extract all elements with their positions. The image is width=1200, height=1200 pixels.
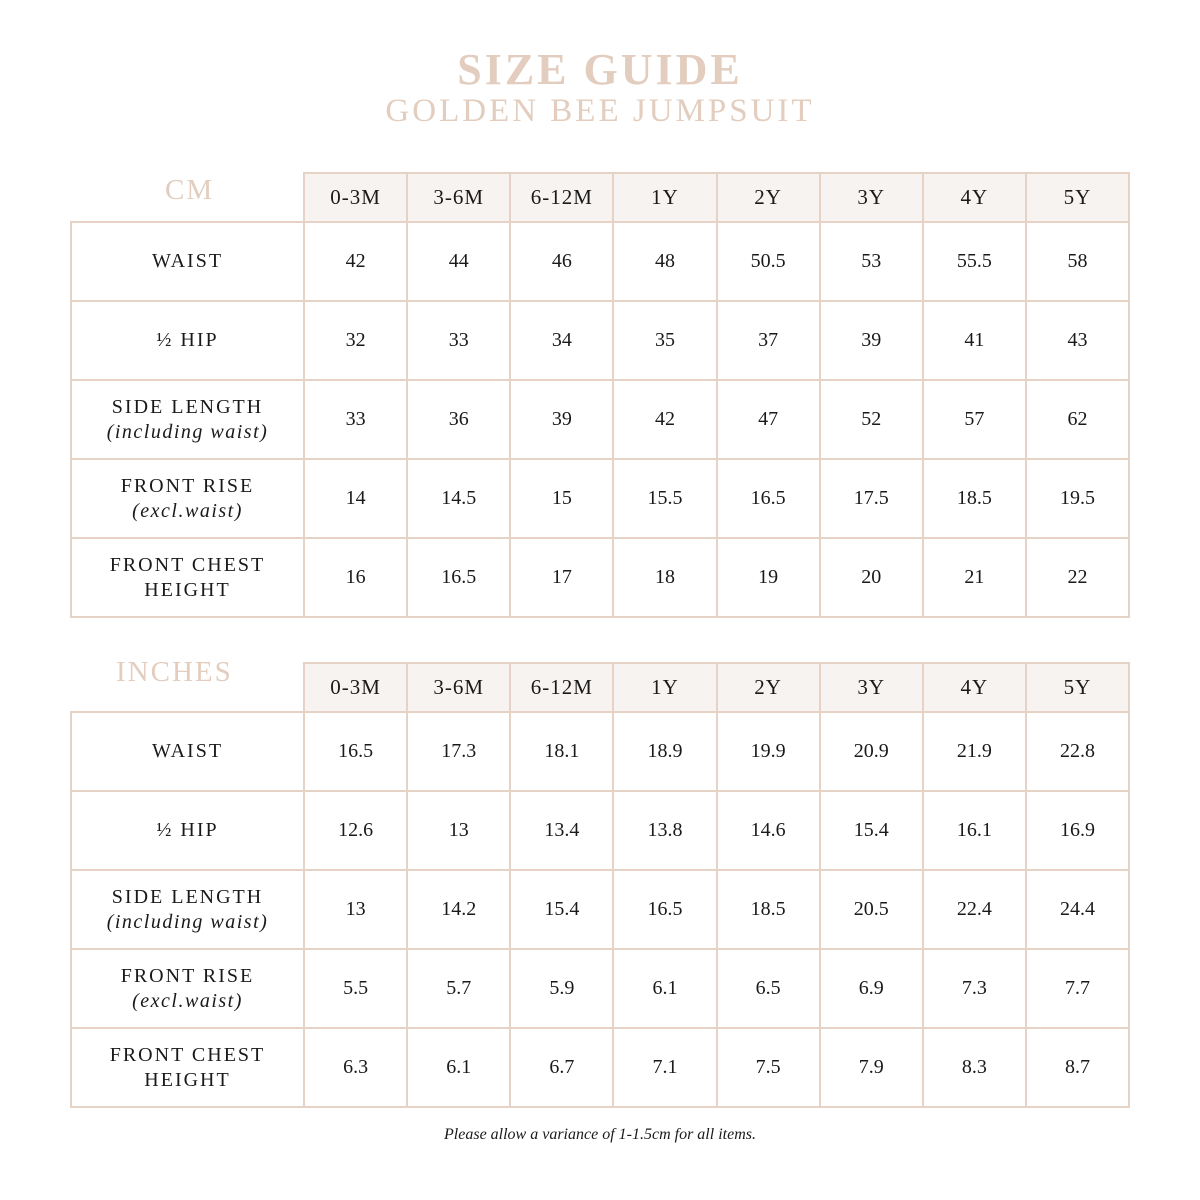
measurement-value: 34 [510, 301, 613, 380]
measurement-value: 20 [820, 538, 923, 617]
measurement-value: 19.5 [1026, 459, 1129, 538]
table-row [71, 791, 1129, 870]
measurement-name: WAIST [151, 250, 224, 272]
measurement-value: 13 [304, 870, 407, 949]
table-row [71, 380, 1129, 459]
table-row [71, 1028, 1129, 1107]
measurement-value: 7.1 [613, 1028, 716, 1107]
measurement-value: 7.7 [1026, 949, 1129, 1028]
size-column-header: 2Y [717, 173, 820, 222]
size-column-header: 5Y [1026, 173, 1129, 222]
measurement-value: 5.9 [510, 949, 613, 1028]
table-corner [71, 173, 304, 222]
measurement-value: 7.3 [923, 949, 1026, 1028]
table-row [71, 870, 1129, 949]
measurement-label [71, 1028, 304, 1107]
measurement-value: 5.7 [407, 949, 510, 1028]
measurement-value: 16.5 [304, 712, 407, 791]
measurement-label [71, 791, 304, 870]
measurement-value: 18.9 [613, 712, 716, 791]
measurement-value: 6.5 [717, 949, 820, 1028]
measurement-value: 16.9 [1026, 791, 1129, 870]
measurement-name: ½ HIP [156, 819, 219, 841]
measurement-value: 6.3 [304, 1028, 407, 1107]
measurement-value: 37 [717, 301, 820, 380]
measurement-value: 17.5 [820, 459, 923, 538]
measurement-value: 21.9 [923, 712, 1026, 791]
size-table-cm [70, 172, 1130, 618]
table-row [71, 949, 1129, 1028]
table-row [71, 538, 1129, 617]
size-column-header: 6-12M [510, 173, 613, 222]
unit-label-cm: CM [165, 174, 215, 206]
measurement-note: (excl.waist) [132, 499, 243, 522]
measurement-note: (including waist) [106, 910, 269, 933]
measurement-label [71, 222, 304, 301]
measurement-value: 48 [613, 222, 716, 301]
measurement-value: 14.6 [717, 791, 820, 870]
measurement-value: 36 [407, 380, 510, 459]
size-column-header: 2Y [717, 663, 820, 712]
table-row [71, 301, 1129, 380]
measurement-label [71, 380, 304, 459]
measurement-value: 13.4 [510, 791, 613, 870]
size-column-header: 0-3M [304, 173, 407, 222]
measurement-name: FRONT CHEST [109, 1043, 266, 1066]
measurement-label [71, 459, 304, 538]
measurement-name: ½ HIP [156, 329, 219, 351]
measurement-value: 57 [923, 380, 1026, 459]
size-column-header: 3-6M [407, 173, 510, 222]
table-row [71, 222, 1129, 301]
table-row [71, 712, 1129, 791]
measurement-value: 20.5 [820, 870, 923, 949]
measurement-value: 15.4 [510, 870, 613, 949]
measurement-value: 39 [820, 301, 923, 380]
measurement-value: 35 [613, 301, 716, 380]
measurement-value: 18.5 [923, 459, 1026, 538]
measurement-note: (including waist) [106, 420, 269, 443]
size-column-header: 6-12M [510, 663, 613, 712]
unit-label-inches: INCHES [116, 656, 233, 688]
measurement-value: 33 [407, 301, 510, 380]
measurement-value: 15.5 [613, 459, 716, 538]
measurement-value: 24.4 [1026, 870, 1129, 949]
measurement-value: 18.1 [510, 712, 613, 791]
measurement-value: 16 [304, 538, 407, 617]
measurement-value: 16.5 [407, 538, 510, 617]
measurement-value: 32 [304, 301, 407, 380]
size-column-header: 3-6M [407, 663, 510, 712]
measurement-value: 14 [304, 459, 407, 538]
measurement-value: 15 [510, 459, 613, 538]
measurement-value: 12.6 [304, 791, 407, 870]
page-title: SIZE GUIDE [457, 45, 743, 94]
measurement-value: 6.9 [820, 949, 923, 1028]
measurement-value: 50.5 [717, 222, 820, 301]
size-column-header: 5Y [1026, 663, 1129, 712]
measurement-value: 21 [923, 538, 1026, 617]
measurement-value: 22 [1026, 538, 1129, 617]
measurement-value: 7.9 [820, 1028, 923, 1107]
measurement-value: 55.5 [923, 222, 1026, 301]
measurement-value: 13.8 [613, 791, 716, 870]
measurement-value: 6.1 [613, 949, 716, 1028]
size-column-header: 1Y [613, 173, 716, 222]
measurement-value: 39 [510, 380, 613, 459]
size-header-row [71, 173, 1129, 222]
measurement-value: 6.7 [510, 1028, 613, 1107]
size-column-header: 0-3M [304, 663, 407, 712]
measurement-value: 8.7 [1026, 1028, 1129, 1107]
measurement-value: 5.5 [304, 949, 407, 1028]
measurement-value: 42 [304, 222, 407, 301]
measurement-value: 62 [1026, 380, 1129, 459]
measurement-name: SIDE LENGTH [111, 885, 264, 908]
measurement-value: 8.3 [923, 1028, 1026, 1107]
measurement-value: 16.1 [923, 791, 1026, 870]
measurement-value: 14.5 [407, 459, 510, 538]
measurement-label [71, 949, 304, 1028]
measurement-note: (excl.waist) [132, 989, 243, 1012]
table-row [71, 459, 1129, 538]
measurement-value: 19 [717, 538, 820, 617]
measurement-value: 53 [820, 222, 923, 301]
measurement-value: 16.5 [717, 459, 820, 538]
measurement-value: 47 [717, 380, 820, 459]
variance-note: Please allow a variance of 1-1.5cm for all items. [444, 1126, 756, 1143]
measurement-value: 20.9 [820, 712, 923, 791]
measurement-name: SIDE LENGTH [111, 395, 264, 418]
measurement-value: 16.5 [613, 870, 716, 949]
measurement-value: 15.4 [820, 791, 923, 870]
table-corner [71, 663, 304, 712]
size-header-row [71, 663, 1129, 712]
size-column-header: 4Y [923, 173, 1026, 222]
product-name: GOLDEN BEE JUMPSUIT [385, 93, 815, 129]
measurement-value: 6.1 [407, 1028, 510, 1107]
measurement-value: 58 [1026, 222, 1129, 301]
measurement-value: 22.4 [923, 870, 1026, 949]
measurement-value: 42 [613, 380, 716, 459]
measurement-value: 52 [820, 380, 923, 459]
measurement-value: 17 [510, 538, 613, 617]
measurement-value: 18 [613, 538, 716, 617]
measurement-name: FRONT RISE [120, 474, 255, 497]
size-column-header: 1Y [613, 663, 716, 712]
size-column-header: 4Y [923, 663, 1026, 712]
measurement-value: 7.5 [717, 1028, 820, 1107]
measurement-name-line2: HEIGHT [144, 578, 231, 601]
measurement-value: 41 [923, 301, 1026, 380]
measurement-value: 43 [1026, 301, 1129, 380]
measurement-label [71, 538, 304, 617]
measurement-value: 33 [304, 380, 407, 459]
measurement-name: FRONT RISE [120, 964, 255, 987]
measurement-label [71, 301, 304, 380]
size-column-header: 3Y [820, 663, 923, 712]
measurement-label [71, 870, 304, 949]
measurement-value: 46 [510, 222, 613, 301]
measurement-name-line2: HEIGHT [144, 1068, 231, 1091]
measurement-name: FRONT CHEST [109, 553, 266, 576]
size-column-header: 3Y [820, 173, 923, 222]
measurement-value: 19.9 [717, 712, 820, 791]
size-table-inches [70, 662, 1130, 1108]
measurement-name: WAIST [151, 740, 224, 762]
measurement-value: 44 [407, 222, 510, 301]
measurement-value: 14.2 [407, 870, 510, 949]
measurement-label [71, 712, 304, 791]
measurement-value: 22.8 [1026, 712, 1129, 791]
measurement-value: 13 [407, 791, 510, 870]
measurement-value: 17.3 [407, 712, 510, 791]
measurement-value: 18.5 [717, 870, 820, 949]
